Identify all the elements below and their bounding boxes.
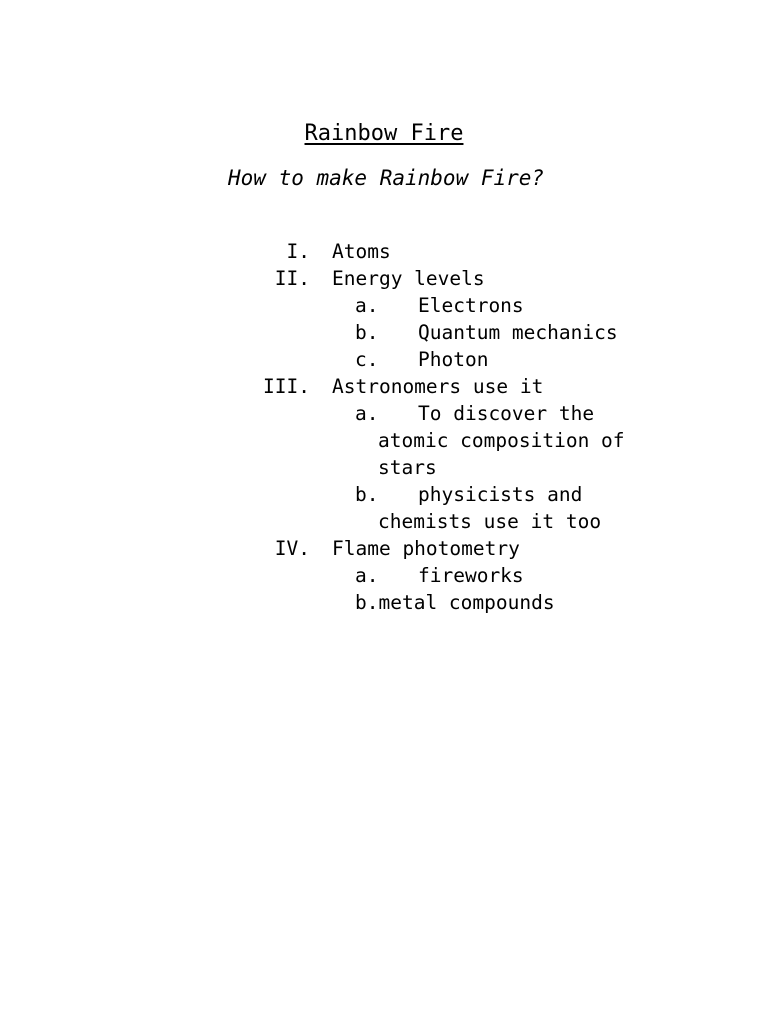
outline-subtext-continued: chemists use it too	[378, 510, 602, 533]
outline-letter: b.	[355, 483, 379, 506]
outline-letter: c.	[355, 348, 379, 371]
outline-number: I.	[286, 240, 310, 263]
outline-subtext: Quantum mechanics	[418, 321, 618, 344]
outline-subtext: b.metal compounds	[355, 591, 555, 614]
outline-subtext: Photon	[418, 348, 489, 371]
outline-subitem-3a-cont1	[0, 427, 768, 454]
outline-subtext: Electrons	[418, 294, 524, 317]
outline-list	[0, 238, 768, 616]
outline-subtext: physicists and	[418, 483, 583, 506]
outline-subitem-2c	[0, 346, 768, 373]
outline-number: III.	[263, 375, 310, 398]
outline-subitem-2a	[0, 292, 768, 319]
document-title	[0, 120, 768, 148]
outline-letter: a.	[355, 294, 379, 317]
outline-letter: a.	[355, 564, 379, 587]
outline-text: Atoms	[332, 240, 391, 263]
outline-text: Flame photometry	[332, 537, 520, 560]
outline-number: II.	[274, 267, 310, 290]
outline-number: IV.	[274, 537, 310, 560]
outline-text: Astronomers use it	[332, 375, 544, 398]
outline-subitem-3a	[0, 400, 768, 427]
outline-letter: b.	[355, 321, 379, 344]
outline-subitem-2b	[0, 319, 768, 346]
outline-item-2	[0, 265, 768, 292]
document-subtitle: How to make Rainbow Fire?	[228, 166, 545, 190]
outline-subitem-3b-cont1	[0, 508, 768, 535]
outline-subtext-continued: atomic composition of	[378, 429, 625, 452]
outline-item-4	[0, 535, 768, 562]
outline-subtext: fireworks	[418, 564, 524, 587]
outline-subitem-4a	[0, 562, 768, 589]
outline-subitem-3a-cont2	[0, 454, 768, 481]
outline-subtext: To discover the	[418, 402, 595, 425]
document-title-text: Rainbow Fire	[304, 121, 464, 146]
outline-text: Energy levels	[332, 267, 485, 290]
outline-subtext-continued: stars	[378, 456, 437, 479]
outline-letter: a.	[355, 402, 379, 425]
outline-subitem-3b	[0, 481, 768, 508]
outline-item-1	[0, 238, 768, 265]
outline-item-3	[0, 373, 768, 400]
outline-subitem-4b	[0, 589, 768, 616]
